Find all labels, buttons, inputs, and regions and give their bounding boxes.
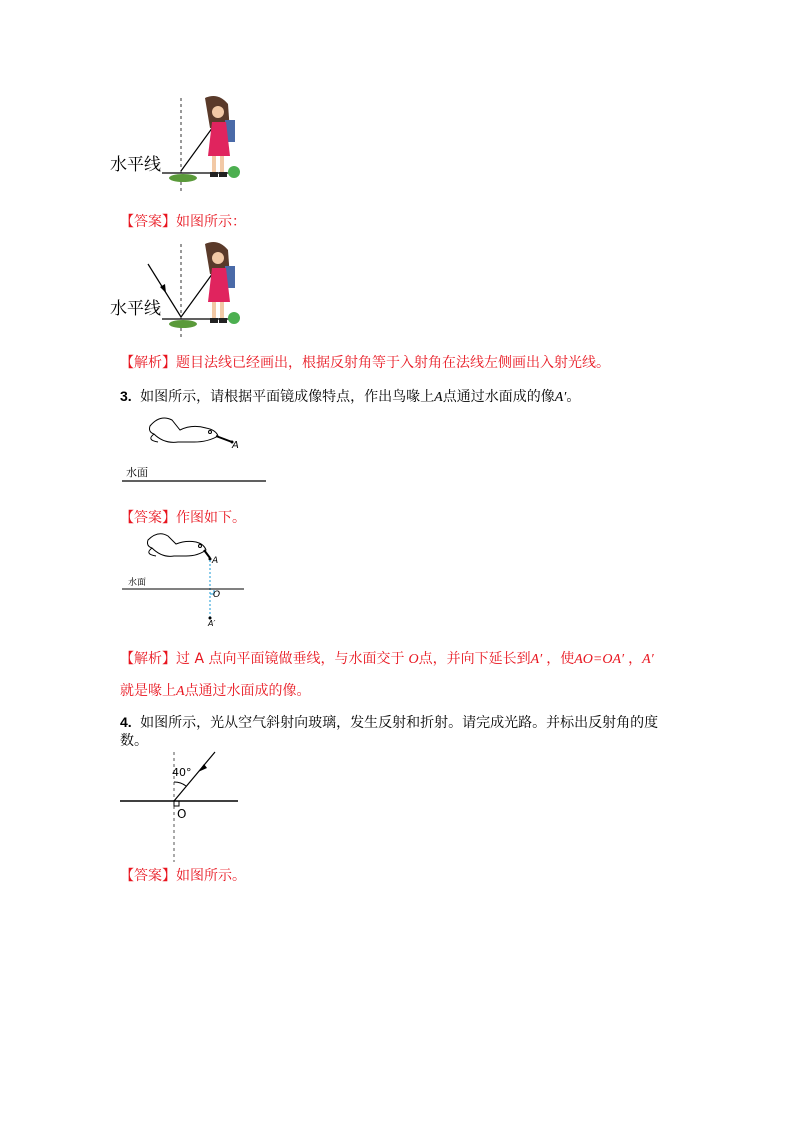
q4-answer-text: 如图所示。 [176, 868, 246, 884]
girl-figure [205, 242, 240, 324]
q3-analysis-text-b: 点，并向下延长到 [418, 651, 531, 667]
answer-point-a-prime: A′ [208, 619, 216, 628]
q3-figure-point-a: A [232, 440, 239, 451]
q2-answer-line [120, 212, 246, 232]
horizontal-line-label: 水平线 [110, 155, 161, 175]
q3-analysis-a-prime-2: A′ [642, 652, 654, 667]
q3-answer-text: 作图如下。 [176, 510, 246, 526]
q3-answer-line [120, 508, 246, 528]
angle-arc [174, 782, 186, 786]
bird-shape [150, 418, 219, 442]
q3-analysis-text-e: 就是喙上 [120, 683, 176, 699]
q4-answer-line [120, 866, 246, 886]
q3-question [120, 386, 580, 408]
q3-question-end: 。 [566, 389, 581, 405]
q4-question-line-1 [120, 712, 658, 733]
q3-water-label: 水面 [126, 466, 148, 479]
q3-answer-figure [120, 532, 250, 632]
figure-1 [110, 92, 250, 192]
water-label: 水面 [128, 578, 147, 588]
mirror-shape [169, 174, 197, 182]
q2-answer-text: 如图所示： [176, 214, 246, 230]
q3-question-pre: 如图所示，请根据平面镜成像特点，作出鸟喙上 [140, 389, 435, 405]
q4-answer-label: 【答案】 [120, 868, 176, 884]
q3-analysis-label: 【解析】 [120, 651, 176, 667]
q2-analysis-label: 【解析】 [120, 355, 176, 371]
q3-analysis-a-prime: A′ [530, 652, 543, 667]
figure-2 [110, 238, 250, 338]
q2-analysis-line [120, 353, 610, 373]
q3-analysis-equation: AO=OA′ [574, 652, 625, 667]
q4-figure [118, 752, 242, 864]
q2-answer-label: 【答案】 [120, 214, 176, 230]
q4-number: 4. [120, 714, 132, 730]
q4-question-text-2: 数。 [120, 733, 148, 749]
q3-analysis-line-2 [120, 681, 311, 702]
q3-analysis-a: A [176, 684, 185, 699]
answer-point-o: O [213, 590, 221, 600]
q3-analysis-text-d: ， [628, 651, 643, 667]
q3-figure [120, 412, 270, 484]
q3-analysis-text-f: 点通过水面成的像。 [184, 683, 311, 699]
q3-analysis-text-c: ，使 [546, 651, 575, 667]
q3-point-a-prime: A′ [554, 390, 567, 405]
bird-beak [204, 550, 210, 558]
horizontal-line-label: 水平线 [110, 299, 161, 319]
bird-beak [216, 436, 232, 442]
q3-answer-label: 【答案】 [120, 510, 176, 526]
q3-point-a: A [434, 390, 443, 405]
right-angle-mark [174, 801, 179, 806]
mirror-shape [169, 320, 197, 328]
q4-question-text-1: 如图所示，光从空气斜射向玻璃，发生反射和折射。请完成光路。并标出反射角的度 [140, 715, 659, 731]
arrow-head-icon [198, 764, 207, 772]
q3-analysis-line-1 [120, 649, 654, 670]
angle-label: 40° [172, 766, 192, 779]
girl-figure [205, 96, 240, 178]
point-o-label: O [177, 807, 187, 821]
q2-analysis-text: 题目法线已经画出，根据反射角等于入射角在法线左侧画出入射光线。 [176, 355, 610, 371]
q4-question-line-2 [120, 731, 148, 751]
q3-number: 3. [120, 388, 132, 404]
q3-analysis-o: O [408, 652, 419, 667]
q3-analysis-text-a: 过 A 点向平面镜做垂线，与水面交于 [176, 651, 405, 667]
answer-point-a: A [212, 556, 219, 566]
q3-question-mid: 点通过水面成的像 [442, 389, 555, 405]
bird-shape [148, 534, 207, 557]
